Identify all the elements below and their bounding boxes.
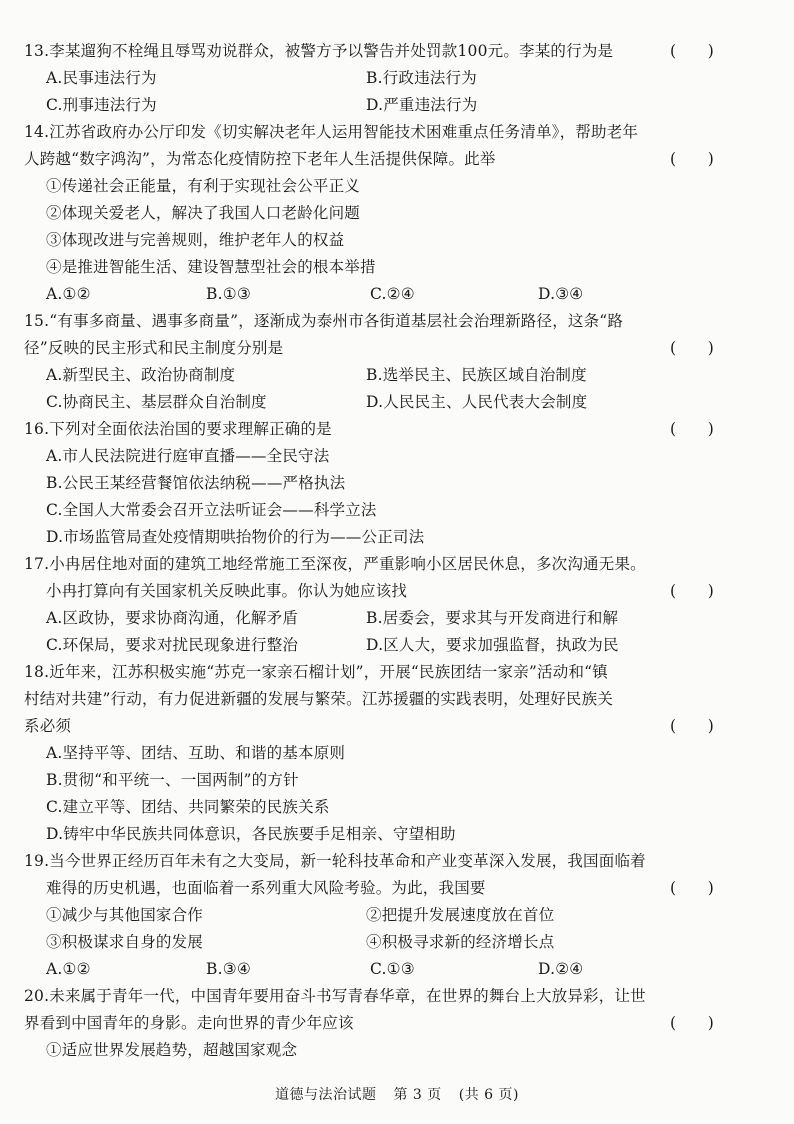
- question-stem-line: [24, 875, 714, 902]
- question-stem-text: 16.下列对全面依法治国的要求理解正确的是: [24, 420, 332, 438]
- question-stem-text: 20.未来属于青年一代，中国青年要用奋斗书写青春华章，在世界的舞台上大放异彩，让世: [24, 987, 646, 1005]
- option-d: D.③④: [538, 285, 584, 303]
- question-stem-line: [24, 119, 714, 146]
- paren-close: ): [707, 1014, 714, 1032]
- option-d: D.严重违法行为: [366, 96, 478, 114]
- question-stem-text: 18.近年来，江苏积极实施“苏克一家亲石榴计划”，开展“民族团结一家亲”活动和“镇: [24, 663, 608, 681]
- question-q13: [24, 38, 714, 119]
- question-q17: [24, 551, 714, 659]
- question-stem-text: 14.江苏省政府办公厅印发《切实解决老年人运用智能技术困难重点任务清单》，帮助老年: [24, 123, 639, 141]
- option-b: B.选举民主、民族区域自治制度: [366, 366, 587, 384]
- question-stem-line: [24, 551, 714, 578]
- question-stem-line: [24, 686, 714, 713]
- question-stem-text: 村结对共建”行动，有力促进新疆的发展与繁荣。江苏援疆的实践表明，处理好民族关: [24, 690, 614, 708]
- paren-close: ): [707, 42, 714, 60]
- paren-close: ): [707, 150, 714, 168]
- option-c: C.建立平等、团结、共同繁荣的民族关系: [46, 798, 330, 816]
- option-row: [24, 632, 714, 659]
- question-stem-text: 小冉打算向有关国家机关反映此事。你认为她应该找: [46, 582, 408, 600]
- question-stem-line: [24, 983, 714, 1010]
- option-a: A.坚持平等、团结、互助、和谐的基本原则: [46, 744, 346, 762]
- question-stem-text: 15.“有事多商量、遇事多商量”，逐渐成为泰州市各街道基层社会治理新路径，这条“路: [24, 312, 624, 330]
- statement-item: ①减少与其他国家合作: [46, 906, 204, 924]
- page-footer: [0, 1084, 794, 1104]
- question-stem-line: [24, 659, 714, 686]
- question-q14: [24, 119, 714, 308]
- option-c: C.①③: [370, 960, 415, 978]
- statement-item: ②把提升发展速度放在首位: [366, 906, 555, 924]
- question-stem-text: 17.小冉居住地对面的建筑工地经常施工至深夜，严重影响小区居民休息，多次沟通无果。: [24, 555, 646, 573]
- paren-open: (: [670, 150, 677, 168]
- statement-row: [24, 902, 714, 929]
- option-b: B.贯彻“和平统一、一国两制”的方针: [46, 771, 299, 789]
- answer-blank: [670, 1010, 714, 1037]
- option-row: [24, 65, 714, 92]
- statement-item: ④是推进智能生活、建设智慧型社会的根本举措: [46, 258, 376, 276]
- answer-blank: [670, 146, 714, 173]
- question-q20: [24, 983, 714, 1064]
- paren-close: ): [707, 420, 714, 438]
- question-stem-text: 系必须: [24, 717, 72, 735]
- paren-open: (: [670, 1014, 677, 1032]
- footer-page-number: 第 3 页: [393, 1087, 442, 1103]
- question-stem-line: [24, 848, 714, 875]
- statement-item: ②体现关爱老人，解决了我国人口老龄化问题: [46, 204, 361, 222]
- option-a: A.区政协，要求协商沟通，化解矛盾: [46, 609, 299, 627]
- question-q18: [24, 659, 714, 848]
- question-q15: [24, 308, 714, 416]
- question-list: [24, 38, 714, 1064]
- option-d: D.人民民主、人民代表大会制度: [366, 393, 588, 411]
- option-a: A.新型民主、政治协商制度: [46, 366, 236, 384]
- option-a: A.民事违法行为: [46, 69, 157, 87]
- question-stem-text: 难得的历史机遇，也面临着一系列重大风险考验。为此，我国要: [46, 879, 486, 897]
- question-q19: [24, 848, 714, 983]
- question-stem-line: [24, 1010, 714, 1037]
- option-a: A.市人民法院进行庭审直播——全民守法: [46, 447, 330, 465]
- paren-open: (: [670, 582, 677, 600]
- question-q16: [24, 416, 714, 551]
- statement-item: ①传递社会正能量，有利于实现社会公平正义: [46, 177, 361, 195]
- answer-blank: [670, 416, 714, 443]
- question-stem-line: [24, 578, 714, 605]
- question-stem-text: 13.李某遛狗不栓绳且辱骂劝说群众，被警方予以警告并处罚款100元。李某的行为是: [24, 42, 614, 60]
- option-d: D.②④: [538, 960, 584, 978]
- question-stem-text: 界看到中国青年的身影。走向世界的青少年应该: [24, 1014, 354, 1032]
- option-a: A.①②: [46, 960, 91, 978]
- question-stem-text: 径”反映的民主形式和民主制度分别是: [24, 339, 284, 357]
- option-b: B.公民王某经营餐馆依法纳税——严格执法: [46, 474, 346, 492]
- question-stem-text: 19.当今世界正经历百年未有之大变局，新一轮科技革命和产业变革深入发展，我国面临着: [24, 852, 646, 870]
- question-stem-line: [24, 308, 714, 335]
- paren-close: ): [707, 339, 714, 357]
- paren-open: (: [670, 339, 677, 357]
- option-row: [24, 362, 714, 389]
- statement-row: [24, 929, 714, 956]
- option-c: C.刑事违法行为: [46, 96, 157, 114]
- question-stem-line: [24, 713, 714, 740]
- question-stem-line: [24, 416, 714, 443]
- option-d: D.铸牢中华民族共同体意识，各民族要手足相亲、守望相助: [46, 825, 456, 843]
- paren-open: (: [670, 879, 677, 897]
- question-stem-text: 人跨越“数字鸿沟”，为常态化疫情防控下老年人生活提供保障。此举: [24, 150, 496, 168]
- answer-blank: [670, 713, 714, 740]
- option-c: C.全国人大常委会召开立法听证会——科学立法: [46, 501, 377, 519]
- question-stem-line: [24, 38, 714, 65]
- option-b: B.行政违法行为: [366, 69, 477, 87]
- option-a: A.①②: [46, 285, 91, 303]
- answer-blank: [670, 335, 714, 362]
- paren-open: (: [670, 420, 677, 438]
- footer-subject: 道德与法治试题: [275, 1087, 377, 1103]
- answer-blank: [670, 38, 714, 65]
- paren-open: (: [670, 42, 677, 60]
- option-row: [24, 92, 714, 119]
- option-row: [24, 281, 714, 308]
- option-d: D.区人大，要求加强监督，执政为民: [366, 636, 619, 654]
- option-c: C.②④: [370, 285, 415, 303]
- paren-close: ): [707, 879, 714, 897]
- footer-total-pages: (共 6 页): [458, 1087, 519, 1103]
- option-b: B.①③: [206, 285, 251, 303]
- statement-item: ①适应世界发展趋势，超越国家观念: [46, 1041, 298, 1059]
- option-b: B.③④: [206, 960, 251, 978]
- option-c: C.环保局，要求对扰民现象进行整治: [46, 636, 299, 654]
- option-c: C.协商民主、基层群众自治制度: [46, 393, 267, 411]
- paren-close: ): [707, 582, 714, 600]
- option-row: [24, 389, 714, 416]
- answer-blank: [670, 875, 714, 902]
- option-row: [24, 956, 714, 983]
- paren-open: (: [670, 717, 677, 735]
- option-row: [24, 605, 714, 632]
- option-d: D.市场监管局查处疫情期哄抬物价的行为——公正司法: [46, 528, 425, 546]
- question-stem-line: [24, 335, 714, 362]
- statement-item: ③积极谋求自身的发展: [46, 933, 204, 951]
- statement-item: ③体现改进与完善规则，维护老年人的权益: [46, 231, 345, 249]
- paren-close: ): [707, 717, 714, 735]
- answer-blank: [670, 578, 714, 605]
- option-b: B.居委会，要求其与开发商进行和解: [366, 609, 619, 627]
- question-stem-line: [24, 146, 714, 173]
- statement-item: ④积极寻求新的经济增长点: [366, 933, 555, 951]
